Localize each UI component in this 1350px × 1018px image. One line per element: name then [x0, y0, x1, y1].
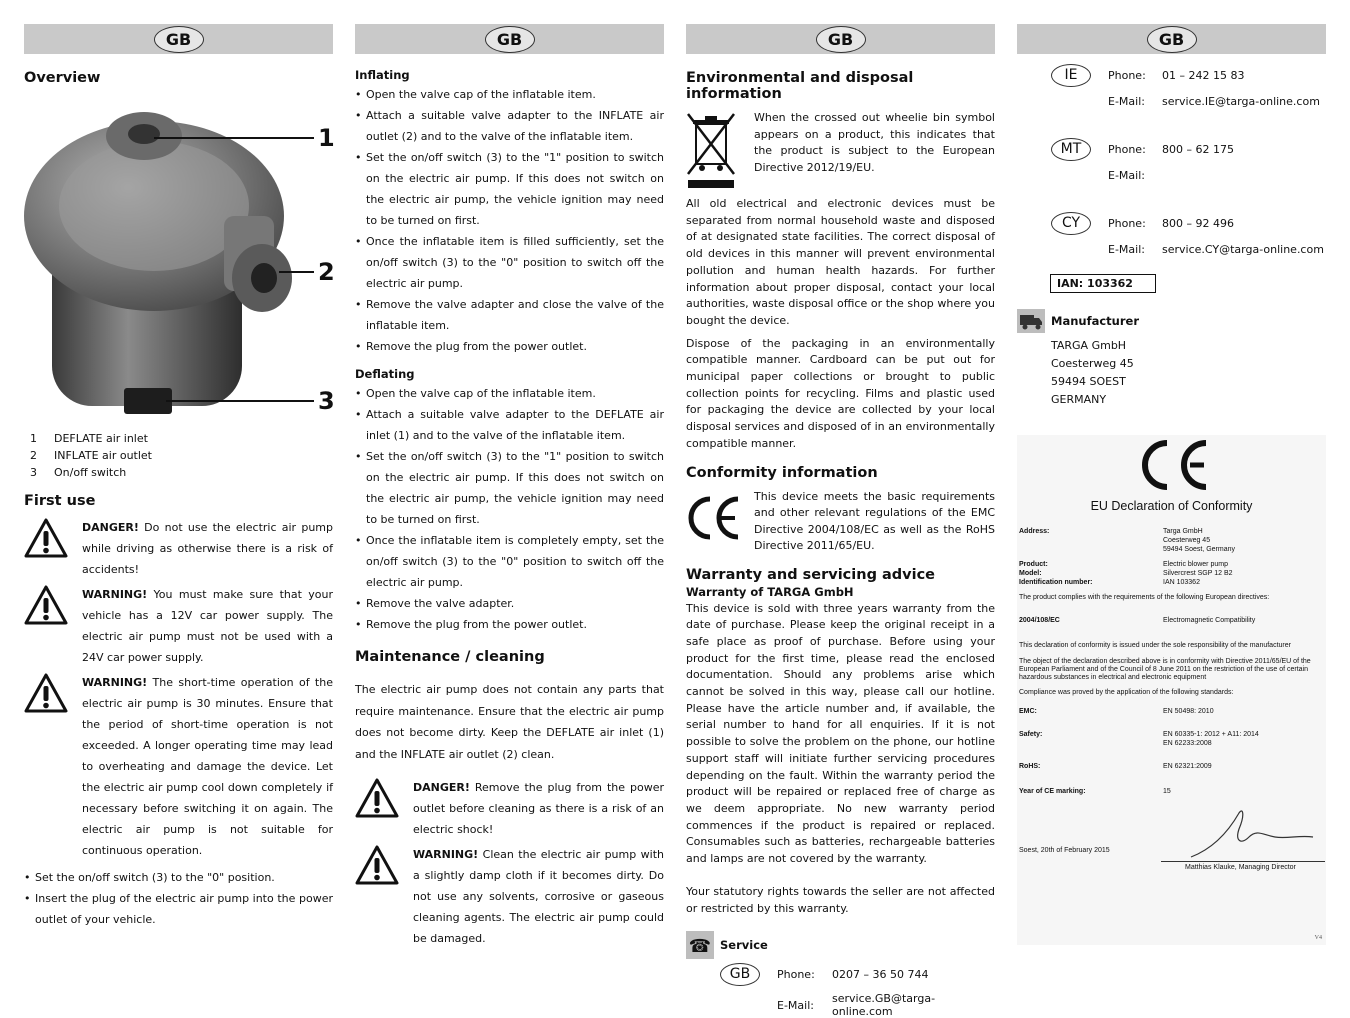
statutory-text: Your statutory rights towards the seller are not affected or restricted by this warranty. [686, 884, 995, 915]
svg-text:☎: ☎ [688, 936, 712, 958]
service-title: Service [720, 938, 768, 953]
field-value: EN 62233:2008 [1163, 740, 1212, 747]
warning-block [24, 517, 333, 580]
email-label: E-Mail: [777, 998, 814, 1012]
maintenance-text: The electric air pump does not contain any parts that require maintenance. Ensure that the electric air pump does not become dirty. Keep the DEFLATE air inlet (1) and the INFLATE air outlet (2) clean. [355, 683, 664, 761]
legend-num: 2 [30, 449, 37, 462]
field-label: Model: [1019, 570, 1042, 577]
service-heading [686, 931, 995, 959]
warning-head: WARNING! [82, 676, 148, 689]
callout-1: 1 [318, 124, 335, 152]
header-bar [355, 24, 664, 54]
header-bar [24, 24, 333, 54]
list-item: • Attach a suitable valve adapter to the INFLATE air outlet (2) and to the valve of the inflatable item. [355, 105, 664, 147]
warning-icon [24, 584, 68, 626]
warranty-title: Warranty and servicing advice [686, 566, 936, 583]
phone-label: Phone: [1108, 217, 1146, 230]
warning-block [24, 672, 333, 861]
conformity-block [686, 489, 995, 555]
column-2 [355, 24, 664, 949]
signer-name: Matthias Klauke, Managing Director [1185, 864, 1296, 871]
warning-icon [24, 517, 68, 559]
list-item: • Insert the plug of the electric air pump into the power outlet of your vehicle. [24, 888, 333, 930]
manufacturer-title: Manufacturer [1051, 314, 1139, 328]
email-label: E-Mail: [1108, 169, 1145, 182]
manufacturer-heading [1017, 309, 1326, 333]
contacts [1017, 64, 1326, 256]
env-paragraph: All old electrical and electronic devices must be separated from normal household waste and disposed of at designated state facilities. The correct disposal of old devices in this manner will prevent environmental pollution and human health hazards. For further information about proper disposal, contact your local authorities, waste disposal office or the shop where you bought the device. [686, 197, 995, 327]
field-value: 15 [1163, 788, 1171, 795]
list-item: • Set the on/off switch (3) to the "1" position to switch on the electric air pump. If this does not switch on the electric air pump, the vehicle ignition may need to be turned on first. [355, 446, 664, 530]
warning-head: DANGER! [413, 781, 470, 794]
list-item: • Remove the valve adapter and close the valve of the inflatable item. [355, 294, 664, 336]
field-value: Silvercrest SGP 12 B2 [1163, 570, 1233, 577]
air-pump-illustration [24, 96, 333, 426]
inflating-steps [355, 84, 664, 357]
address-line: 59494 SOEST [1051, 375, 1126, 388]
doc-text: Compliance was proved by the application of the following standards: [1019, 689, 1234, 696]
warning-text: Do not use the electric air pump while driving as otherwise there is a risk of accidents! [82, 521, 333, 576]
field-value: EN 50498: 2010 [1163, 708, 1214, 715]
warning-text: You must make sure that your vehicle has a 12V car power supply. The electric air pump must not be used with a 24V car power supply. [82, 588, 334, 664]
callout-3: 3 [318, 387, 335, 415]
field-value: Targa GmbH [1163, 528, 1203, 535]
phone-label: Phone: [1108, 143, 1146, 156]
country-badge: GB [1147, 26, 1197, 53]
eu-declaration [1017, 435, 1326, 945]
field-label: Safety: [1019, 731, 1043, 738]
warning-text: Remove the plug from the power outlet before cleaning as there is a risk of an electric shock! [413, 781, 664, 836]
field-value: EN 60335-1: 2012 + A11: 2014 [1163, 731, 1259, 738]
field-value: IAN 103362 [1163, 579, 1200, 586]
field-label: Year of CE marking: [1019, 788, 1086, 795]
phone-number: 0207 – 36 50 744 [832, 968, 929, 982]
conformity-text: This device meets the basic requirements and other relevant regulations of the EMC Directive 2004/108/EC as well as the RoHS Directive 2011/65/EU. [754, 489, 995, 553]
country-badge: GB [485, 26, 535, 53]
doc-text: The object of the declaration described above is in conformity with Directive 2011/65/EU of the European Parliament and of the Council of 8 June 2011 on the restriction of the use of certain hazardous substances in electrical and electronic equipment [1019, 658, 1311, 681]
field-value: 59494 Soest, Germany [1163, 546, 1235, 553]
warning-head: WARNING! [82, 588, 148, 601]
country-badge: GB [816, 26, 866, 53]
column-3 [686, 24, 995, 1018]
list-item: • Remove the plug from the power outlet. [355, 336, 664, 357]
warning-head: DANGER! [82, 521, 139, 534]
environment-title: Environmental and disposal information [686, 70, 914, 102]
field-label: 2004/108/EC [1019, 617, 1060, 624]
country-oval: IE [1051, 64, 1091, 87]
list-item: • Set the on/off switch (3) to the "0" position. [24, 867, 333, 888]
env-paragraph: Dispose of the packaging in an environmentally compatible manner. Cardboard can be put out for municipal paper collections or brought to public collection points for recycling. Films and plastic used for packaging the device are collected by your local disposal services and disposed of in an environmentally compatible manner. [686, 336, 995, 450]
conformity-title: Conformity information [686, 464, 878, 481]
field-value: Coesterweg 45 [1163, 537, 1211, 544]
field-label: EMC: [1019, 708, 1037, 715]
phone-label: Phone: [777, 968, 815, 982]
manufacturer-address [1017, 337, 1326, 409]
warning-icon [24, 672, 68, 714]
field-value: EN 62321:2009 [1163, 763, 1212, 770]
warning-block [355, 777, 664, 840]
phone-number: 800 – 62 175 [1162, 143, 1234, 156]
field-label: Identification number: [1019, 579, 1093, 586]
crossed-bin-icon [686, 110, 736, 190]
truck-icon [1017, 309, 1045, 333]
telephone-icon [686, 931, 714, 959]
field-label: Address: [1019, 528, 1050, 535]
signature-image [1187, 807, 1317, 861]
warning-block [24, 584, 333, 668]
ian-box: IAN: 103362 [1050, 274, 1156, 293]
warning-icon [355, 844, 399, 886]
weee-block [686, 110, 995, 190]
field-label: RoHS: [1019, 763, 1041, 770]
list-item: • Once the inflatable item is filled sufficiently, set the on/off switch (3) to the "0" position to switch off the electric air pump. [355, 231, 664, 294]
email-label: E-Mail: [1108, 243, 1145, 256]
country-badge: GB [154, 26, 204, 53]
warranty-text: This device is sold with three years warranty from the date of purchase. Please keep the original receipt in a safe place as proof of purchase. Before using your product for the first time, please read the enclosed documentation. Should any problems arise which cannot be solved in this way, please call our hotline. Please have the article number and, if available, the serial number to hand for all enquiries. If it is not possible to solve the problem on the phone, our hotline support staff will initiate further servicing procedures depending on the fault. Within the warranty period the product will be repaired or replaced free of charge as we deem appropriate. No new warranty period commences if the product is repaired or replaced. Consumables such as batteries, rechargeable batteries and lamps are not covered by the warranty. [686, 601, 995, 866]
version-label: V4 [1314, 935, 1322, 941]
parts-legend [24, 432, 333, 479]
first-use-steps [24, 867, 333, 930]
address-line: Coesterweg 45 [1051, 357, 1134, 370]
field-value: Electromagnetic Compatibility [1163, 617, 1256, 624]
list-item: • Remove the valve adapter. [355, 593, 664, 614]
deflating-steps [355, 383, 664, 635]
field-label: Product: [1019, 561, 1048, 568]
service-contact [686, 963, 995, 1018]
address-line: TARGA GmbH [1051, 339, 1127, 352]
weee-text: When the crossed out wheelie bin symbol appears on a product, this indicates that the product is subject to the European Directive 2012/19/EU. [754, 111, 995, 174]
phone-label: Phone: [1108, 69, 1146, 82]
header-bar [686, 24, 995, 54]
product-image [24, 96, 333, 426]
inflating-title: Inflating [355, 68, 410, 82]
country-oval: CY [1051, 212, 1091, 235]
list-item: • Attach a suitable valve adapter to the DEFLATE air inlet (1) and to the valve of the inflatable item. [355, 404, 664, 446]
list-item: • Remove the plug from the power outlet. [355, 614, 664, 635]
email-label: E-Mail: [1108, 95, 1145, 108]
field-value: Electric blower pump [1163, 561, 1228, 568]
overview-title: Overview [24, 70, 101, 86]
email-address: service.IE@targa-online.com [1162, 95, 1320, 108]
warning-icon [355, 777, 399, 819]
warning-head: WARNING! [413, 848, 479, 861]
column-4 [1017, 24, 1326, 945]
phone-number: 800 – 92 496 [1162, 217, 1234, 230]
list-item: • Set the on/off switch (3) to the "1" position to switch on the electric air pump. If this does not switch on the electric air pump, the vehicle ignition may need to be turned on first. [355, 147, 664, 231]
deflating-title: Deflating [355, 367, 415, 381]
warranty-subtitle: Warranty of TARGA GmbH [686, 584, 854, 599]
legend-label: INFLATE air outlet [54, 449, 152, 462]
list-item: • Once the inflatable item is completely empty, set the on/off switch (3) to the "0" position to switch off the electric air pump. [355, 530, 664, 593]
doc-text: The product complies with the requirements of the following European directives: [1019, 594, 1270, 601]
legend-num: 1 [30, 432, 37, 445]
first-use-title: First use [24, 493, 96, 509]
legend-label: DEFLATE air inlet [54, 432, 148, 445]
ce-mark-icon [686, 493, 742, 543]
country-oval: MT [1051, 138, 1091, 161]
column-1 [24, 24, 333, 930]
callout-2: 2 [318, 258, 335, 286]
phone-number: 01 – 242 15 83 [1162, 69, 1245, 82]
maintenance-title: Maintenance / cleaning [355, 649, 545, 665]
ce-mark-icon [1132, 435, 1212, 493]
email-address: service.CY@targa-online.com [1162, 243, 1324, 256]
header-bar [1017, 24, 1326, 54]
warning-block [355, 844, 664, 949]
list-item: • Open the valve cap of the inflatable item. [355, 383, 664, 404]
warning-text: The short-time operation of the electric air pump is 30 minutes. Ensure that the period of short-time operation is not exceeded. A longer operating time may lead to overheating and damage the device. Let the electric air pump cool down completely if necessary before switching it on again. The electric air pump is not suitable for continuous operation. [82, 676, 333, 857]
doc-text: This declaration of conformity is issued under the sole responsibility of the manufacturer [1019, 642, 1291, 649]
email-address: service.GB@targa-online.com [832, 992, 936, 1018]
warning-text: Clean the electric air pump with a slightly damp cloth if it becomes dirty. Do not use any solvents, corrosive or gaseous cleaning agents. The electric air pump could be damaged. [413, 848, 665, 945]
country-oval: GB [720, 963, 760, 986]
place-date: Soest, 20th of February 2015 [1019, 847, 1110, 854]
legend-label: On/off switch [54, 466, 127, 479]
list-item: • Open the valve cap of the inflatable item. [355, 84, 664, 105]
declaration-title: EU Declaration of Conformity [1090, 499, 1253, 513]
legend-num: 3 [30, 466, 37, 479]
address-line: GERMANY [1051, 393, 1107, 406]
